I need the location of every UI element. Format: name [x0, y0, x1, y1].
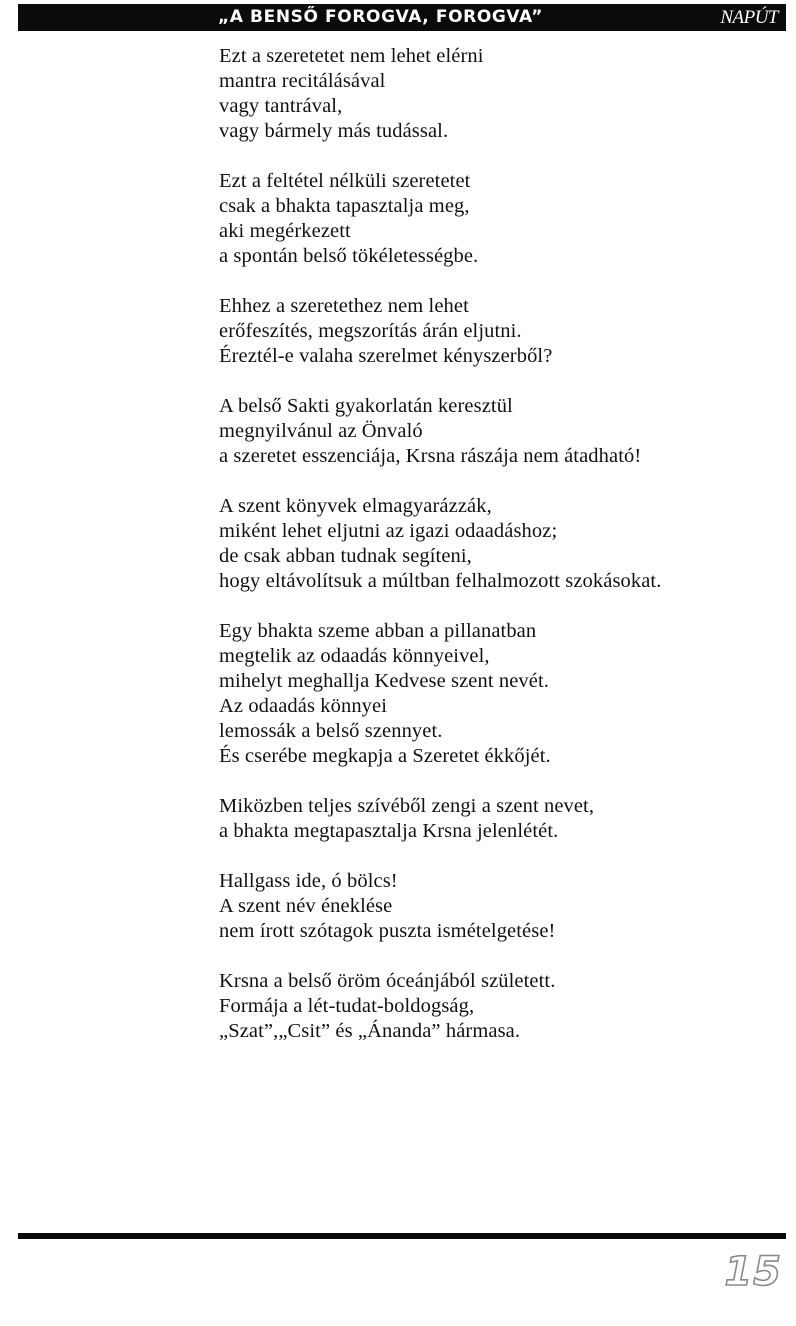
poem-line: megtelik az odaadás könnyeivel, [219, 645, 490, 667]
poem-body [219, 44, 779, 1069]
stanza [219, 619, 779, 769]
poem-line: Miközben teljes szívéből zengi a szent nevet, [219, 795, 595, 817]
poem-line: Ezt a feltétel nélküli szeretetet [219, 170, 471, 192]
poem-line: A belső Sakti gyakorlatán keresztül [219, 395, 513, 417]
poem-line: erőfeszítés, megszorítás árán eljutni. [219, 320, 522, 342]
poem-line: A szent név éneklése [219, 895, 393, 917]
page-number: 15 [724, 1249, 782, 1295]
poem-line: Éreztél-e valaha szerelmet kényszerből? [219, 345, 553, 367]
poem-line: csak a bhakta tapasztalja meg, [219, 195, 470, 217]
poem-line: vagy bármely más tudással. [219, 120, 449, 142]
magazine-logo: NAPÚT [720, 7, 778, 28]
poem-line: miként lehet eljutni az igazi odaadáshoz; [219, 520, 558, 542]
poem-line: Hallgass ide, ó bölcs! [219, 870, 398, 892]
poem-line: És cserébe megkapja a Szeretet ékkőjét. [219, 745, 551, 767]
poem-line: Krsna a belső öröm óceánjából született. [219, 970, 556, 992]
poem-line: hogy eltávolítsuk a múltban felhalmozott szokásokat. [219, 570, 662, 592]
stanza [219, 294, 779, 369]
stanza [219, 394, 779, 469]
poem-line: mihelyt meghallja Kedvese szent nevét. [219, 670, 549, 692]
poem-line: vagy tantrával, [219, 95, 343, 117]
running-header [18, 4, 786, 31]
stanza [219, 44, 779, 144]
poem-line: megnyilvánul az Önvaló [219, 420, 423, 442]
stanza [219, 969, 779, 1044]
running-header-title: „A BENSŐ FOROGVA, FOROGVA” [218, 7, 544, 27]
stanza [219, 169, 779, 269]
poem-line: de csak abban tudnak segíteni, [219, 545, 472, 567]
poem-line: nem írott szótagok puszta ismételgetése! [219, 920, 556, 942]
stanza [219, 494, 779, 594]
stanza [219, 794, 779, 844]
footer-rule [18, 1233, 786, 1239]
poem-line: a szeretet esszenciája, Krsna rászája nem átadható! [219, 445, 642, 467]
poem-line: Ezt a szeretetet nem lehet elérni [219, 45, 484, 67]
poem-line: aki megérkezett [219, 220, 351, 242]
poem-line: a spontán belső tökéletességbe. [219, 245, 479, 267]
poem-line: a bhakta megtapasztalja Krsna jelenlétét. [219, 820, 559, 842]
poem-line: Formája a lét-tudat-boldogság, [219, 995, 475, 1017]
poem-line: Az odaadás könnyei [219, 695, 388, 717]
poem-line: Ehhez a szeretethez nem lehet [219, 295, 469, 317]
stanza [219, 869, 779, 944]
poem-line: A szent könyvek elmagyarázzák, [219, 495, 492, 517]
poem-line: lemossák a belső szennyet. [219, 720, 443, 742]
poem-line: Egy bhakta szeme abban a pillanatban [219, 620, 537, 642]
poem-line: „Szat”,„Csit” és „Ánanda” hármasa. [219, 1020, 521, 1042]
poem-line: mantra recitálásával [219, 70, 386, 92]
